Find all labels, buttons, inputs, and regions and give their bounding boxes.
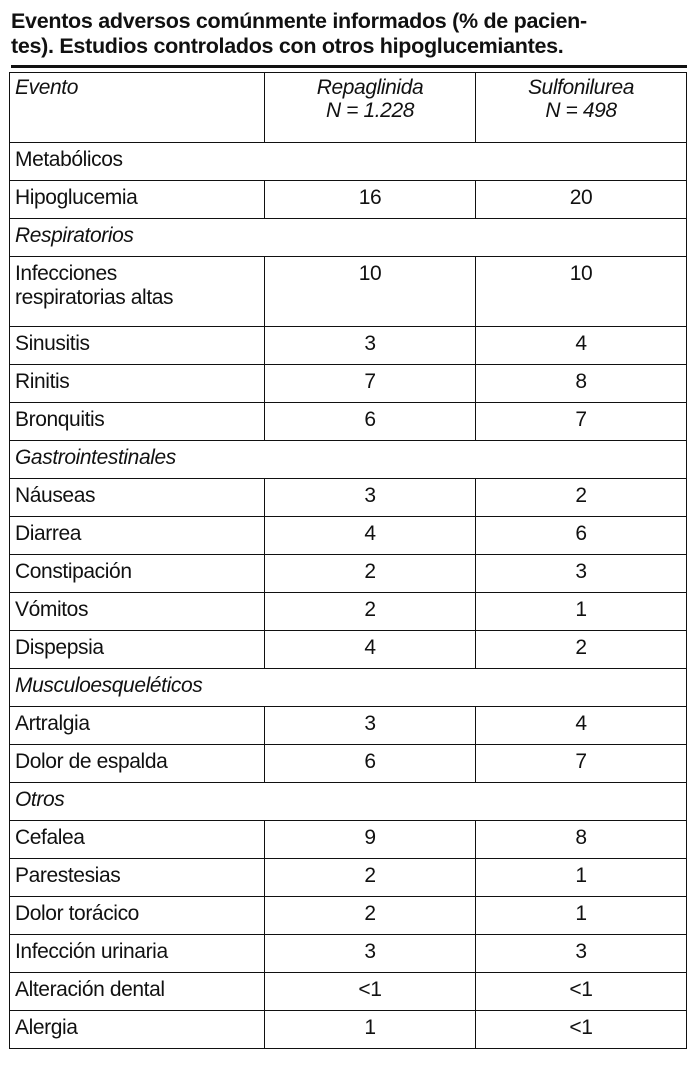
event-name: Bronquitis bbox=[10, 403, 265, 441]
category-label: Otros bbox=[10, 783, 687, 821]
table-row bbox=[10, 403, 687, 441]
repaglinida-value: 3 bbox=[265, 479, 476, 517]
table-row bbox=[10, 257, 687, 327]
event-name: Dolor de espalda bbox=[10, 745, 265, 783]
event-name: Hipoglucemia bbox=[10, 181, 265, 219]
table-row bbox=[10, 631, 687, 669]
table-row bbox=[10, 327, 687, 365]
repaglinida-value: 3 bbox=[265, 935, 476, 973]
table-title-line-2: tes). Estudios controlados con otros hipoglucemiantes. bbox=[11, 34, 564, 58]
header-repaglinida-n: N = 1.228 bbox=[325, 99, 415, 122]
sulfonilurea-value: 7 bbox=[476, 745, 687, 783]
repaglinida-value: 3 bbox=[265, 327, 476, 365]
category-row bbox=[10, 783, 687, 821]
event-name: Sinusitis bbox=[10, 327, 265, 365]
repaglinida-value: 16 bbox=[265, 181, 476, 219]
header-repaglinida bbox=[265, 73, 476, 143]
repaglinida-value: <1 bbox=[265, 973, 476, 1011]
sulfonilurea-value: <1 bbox=[476, 1011, 687, 1049]
table-row bbox=[10, 707, 687, 745]
table-row bbox=[10, 821, 687, 859]
sulfonilurea-value: 8 bbox=[476, 365, 687, 403]
event-name: Rinitis bbox=[10, 365, 265, 403]
sulfonilurea-value: 8 bbox=[476, 821, 687, 859]
header-sulfonilurea-n: N = 498 bbox=[545, 99, 617, 122]
sulfonilurea-value: 3 bbox=[476, 935, 687, 973]
sulfonilurea-value: <1 bbox=[476, 973, 687, 1011]
table-row bbox=[10, 897, 687, 935]
header-repaglinida-name: Repaglinida bbox=[316, 76, 424, 99]
sulfonilurea-value: 1 bbox=[476, 593, 687, 631]
table-title bbox=[11, 9, 687, 68]
table-row bbox=[10, 935, 687, 973]
event-name: Dispepsia bbox=[10, 631, 265, 669]
category-row bbox=[10, 219, 687, 257]
sulfonilurea-value: 4 bbox=[476, 707, 687, 745]
event-name: Náuseas bbox=[10, 479, 265, 517]
event-name: Artralgia bbox=[10, 707, 265, 745]
repaglinida-value: 7 bbox=[265, 365, 476, 403]
table-row bbox=[10, 517, 687, 555]
sulfonilurea-value: 2 bbox=[476, 479, 687, 517]
event-name: Alergia bbox=[10, 1011, 265, 1049]
repaglinida-value: 1 bbox=[265, 1011, 476, 1049]
repaglinida-value: 2 bbox=[265, 859, 476, 897]
sulfonilurea-value: 4 bbox=[476, 327, 687, 365]
table-row bbox=[10, 479, 687, 517]
table-row bbox=[10, 555, 687, 593]
category-row bbox=[10, 143, 687, 181]
repaglinida-value: 2 bbox=[265, 593, 476, 631]
event-name-line-1: Infecciones bbox=[15, 262, 117, 285]
table-row bbox=[10, 745, 687, 783]
repaglinida-value: 6 bbox=[265, 403, 476, 441]
table-title-line-1: Eventos adversos comúnmente informados (% de pacien- bbox=[11, 9, 587, 33]
event-name: Dolor torácico bbox=[10, 897, 265, 935]
sulfonilurea-value: 2 bbox=[476, 631, 687, 669]
category-row bbox=[10, 669, 687, 707]
repaglinida-value: 9 bbox=[265, 821, 476, 859]
header-row bbox=[10, 73, 687, 143]
category-label: Gastrointestinales bbox=[10, 441, 687, 479]
sulfonilurea-value: 20 bbox=[476, 181, 687, 219]
repaglinida-value: 2 bbox=[265, 897, 476, 935]
repaglinida-value: 6 bbox=[265, 745, 476, 783]
category-label: Metabólicos bbox=[10, 143, 687, 181]
header-sulfonilurea-name: Sulfonilurea bbox=[527, 76, 635, 99]
event-name: Vómitos bbox=[10, 593, 265, 631]
repaglinida-value: 4 bbox=[265, 517, 476, 555]
sulfonilurea-value: 3 bbox=[476, 555, 687, 593]
table-row bbox=[10, 1011, 687, 1049]
sulfonilurea-value: 1 bbox=[476, 859, 687, 897]
sulfonilurea-value: 1 bbox=[476, 897, 687, 935]
category-label: Respiratorios bbox=[10, 219, 687, 257]
event-name: Cefalea bbox=[10, 821, 265, 859]
table-row bbox=[10, 973, 687, 1011]
sulfonilurea-value: 7 bbox=[476, 403, 687, 441]
repaglinida-value: 10 bbox=[265, 257, 476, 327]
repaglinida-value: 3 bbox=[265, 707, 476, 745]
event-name: Alteración dental bbox=[10, 973, 265, 1011]
event-name: Constipación bbox=[10, 555, 265, 593]
category-row bbox=[10, 441, 687, 479]
repaglinida-value: 2 bbox=[265, 555, 476, 593]
repaglinida-value: 4 bbox=[265, 631, 476, 669]
sulfonilurea-value: 6 bbox=[476, 517, 687, 555]
adverse-events-table bbox=[9, 72, 687, 1049]
table-row bbox=[10, 593, 687, 631]
table-row bbox=[10, 859, 687, 897]
header-evento: Evento bbox=[10, 73, 265, 143]
header-sulfonilurea bbox=[476, 73, 687, 143]
event-name: Parestesias bbox=[10, 859, 265, 897]
sulfonilurea-value: 10 bbox=[476, 257, 687, 327]
event-name: Diarrea bbox=[10, 517, 265, 555]
event-name-line-2: respiratorias altas bbox=[15, 286, 174, 309]
table-row bbox=[10, 365, 687, 403]
event-name: Infección urinaria bbox=[10, 935, 265, 973]
event-name bbox=[10, 257, 265, 327]
category-label: Musculoesqueléticos bbox=[10, 669, 687, 707]
table-row bbox=[10, 181, 687, 219]
